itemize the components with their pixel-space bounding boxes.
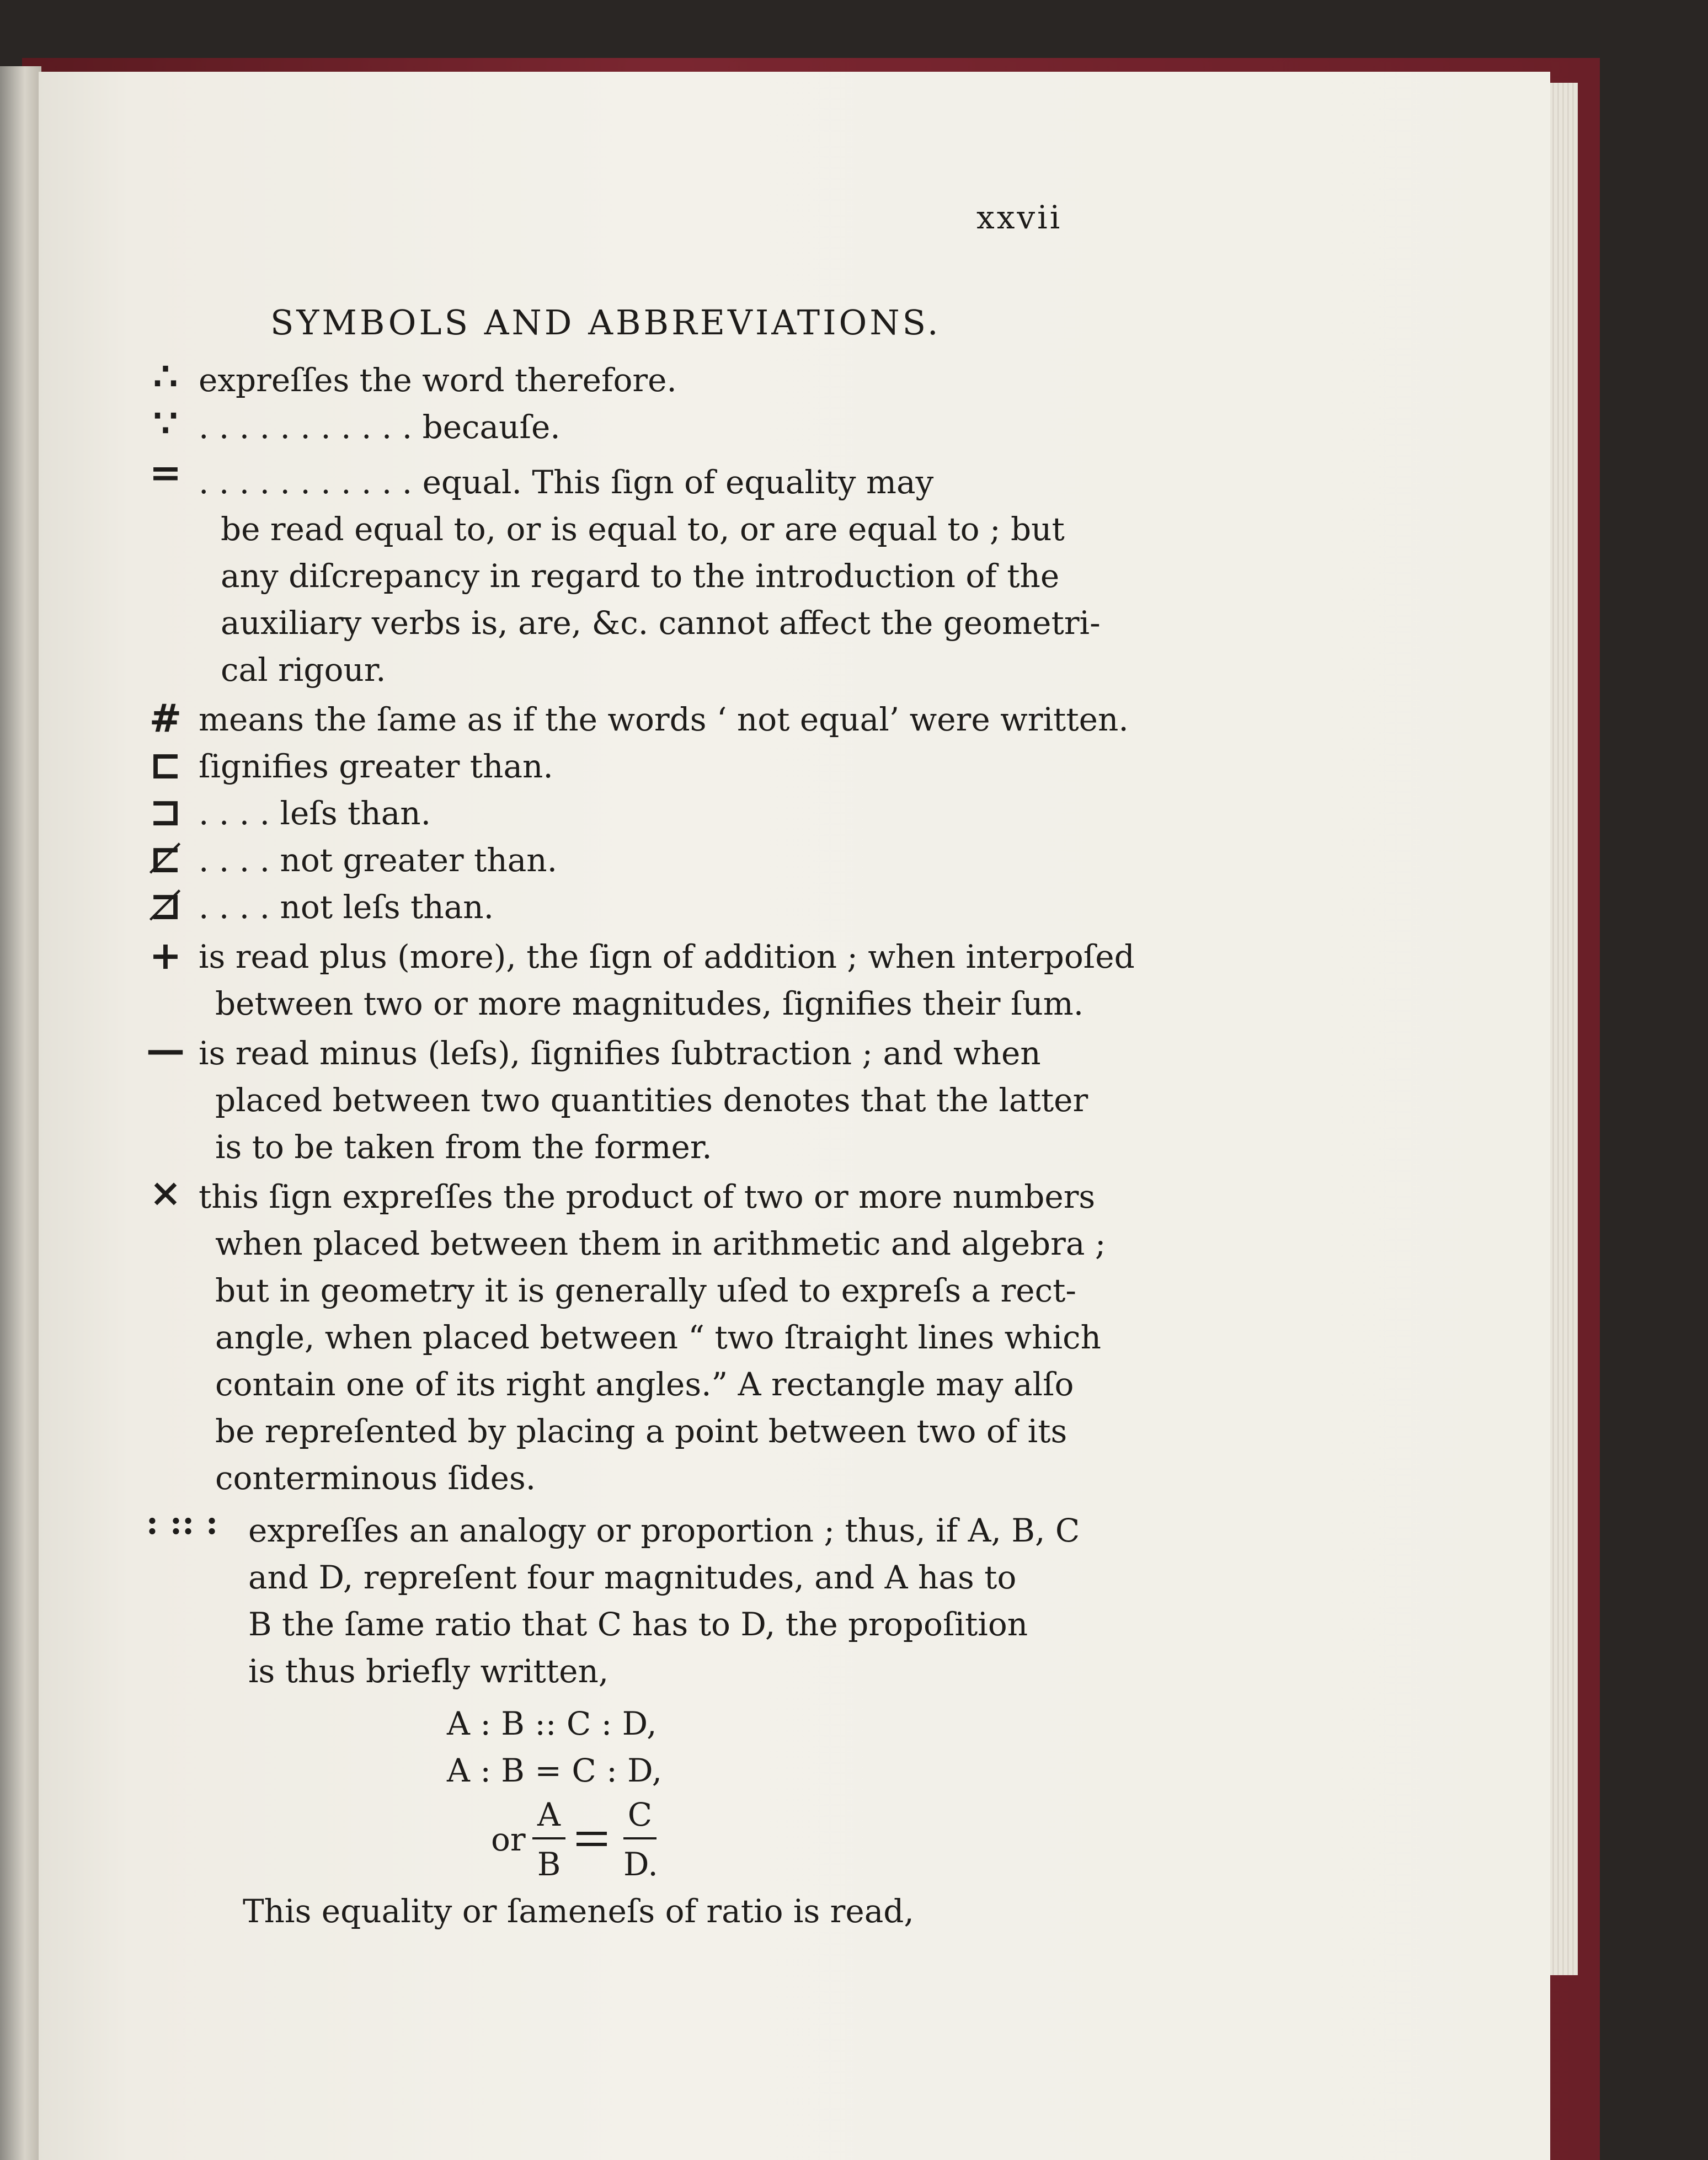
- entry-therefore-line-1: expreſſes the word therefore.: [199, 361, 677, 399]
- fraction-a-bar: [532, 1837, 565, 1839]
- fraction-equals-bottom: [577, 1843, 607, 1846]
- closing-line: This equality or ſameneſs of ratio is read,: [243, 1892, 914, 1930]
- entry-not-greater-line-1: . . . . not greater than.: [199, 841, 558, 879]
- not-greater-than-symbol: ⊏̸: [149, 836, 182, 882]
- entry-greater-line-1: ſignifies greater than.: [199, 748, 553, 785]
- minus-symbol: —: [146, 1026, 185, 1072]
- not-less-than-symbol: ⊐̸: [149, 883, 182, 929]
- entry-times-line-7: conterminous ſides.: [215, 1459, 536, 1497]
- entry-times-line-4: angle, when placed between “ two ſtraight lines which: [215, 1319, 1102, 1356]
- fraction-d-denominator: D.: [623, 1846, 658, 1883]
- entry-minus-line-3: is to be taken from the former.: [215, 1128, 712, 1166]
- entry-not-less-line-1: . . . . not leſs than.: [199, 888, 494, 926]
- entry-equal-line-1: . . . . . . . . . . . equal. This ſign of equality may: [199, 463, 934, 501]
- entry-proportion-line-3: B the ſame ratio that C has to D, the propoſition: [248, 1606, 1028, 1643]
- entry-times-line-3: but in geometry it is generally uſed to expreſs a rect-: [215, 1272, 1076, 1309]
- entry-proportion-line-4: is thus briefly written,: [248, 1652, 609, 1690]
- less-than-symbol: ⊐: [149, 789, 182, 835]
- greater-than-symbol: ⊏: [149, 742, 182, 788]
- entry-minus-line-2: placed between two quantities denotes that the latter: [215, 1081, 1088, 1119]
- left-page-edge: [0, 66, 41, 2160]
- fraction-c-bar: [623, 1837, 656, 1839]
- entry-times-line-2: when placed between them in arithmetic and algebra ;: [215, 1225, 1106, 1262]
- because-symbol: ∵: [153, 400, 178, 446]
- entry-minus-line-1: is read minus (leſs), ſignifies ſubtraction ; and when: [199, 1034, 1041, 1072]
- formula-or-label: or: [491, 1821, 526, 1858]
- entry-times-line-1: this ſign expreſſes the product of two or more numbers: [199, 1178, 1096, 1215]
- entry-not-equal-line-1: means the ſame as if the words ‘ not equal’ were written.: [199, 701, 1129, 738]
- fraction-c-numerator: C: [627, 1796, 653, 1833]
- therefore-symbol: ∴: [153, 353, 178, 399]
- proportion-symbol: : :: :: [146, 1503, 218, 1542]
- entry-plus-line-2: between two or more magnitudes, ſignifies their ſum.: [215, 985, 1084, 1022]
- entry-less-line-1: . . . . leſs than.: [199, 794, 431, 832]
- fraction-equals-top: [577, 1832, 607, 1835]
- entry-proportion-line-2: and D, repreſent four magnitudes, and A has to: [248, 1559, 1017, 1596]
- entry-equal-line-3: any diſcrepancy in regard to the introduction of the: [221, 557, 1060, 595]
- entry-times-line-5: contain one of its right angles.” A rectangle may alſo: [215, 1366, 1074, 1403]
- formula-proportion-1: A : B :: C : D,: [447, 1705, 657, 1742]
- entry-equal-line-2: be read equal to, or is equal to, or are equal to ; but: [221, 510, 1065, 548]
- entry-proportion-line-1: expreſſes an analogy or proportion ; thus, if A, B, C: [248, 1512, 1080, 1549]
- fraction-a-numerator: A: [537, 1796, 561, 1833]
- fraction-b-denominator: B: [537, 1846, 561, 1883]
- page-number: xxvii: [976, 199, 1063, 236]
- plus-symbol: +: [149, 932, 182, 978]
- not-equal-symbol: #: [149, 695, 182, 741]
- formula-proportion-2: A : B = C : D,: [447, 1752, 663, 1789]
- times-symbol: ×: [149, 1170, 182, 1215]
- equal-symbol: =: [149, 450, 182, 495]
- entry-equal-line-4: auxiliary verbs is, are, &c. cannot affect the geometri-: [221, 604, 1101, 642]
- page-title: SYMBOLS AND ABBREVIATIONS.: [270, 302, 941, 343]
- entry-plus-line-1: is read plus (more), the ſign of addition ; when interpoſed: [199, 938, 1135, 975]
- entry-equal-line-5: cal rigour.: [221, 651, 386, 689]
- entry-because-line-1: . . . . . . . . . . . becauſe.: [199, 408, 561, 446]
- entry-times-line-6: be repreſented by placing a point between two of its: [215, 1412, 1068, 1450]
